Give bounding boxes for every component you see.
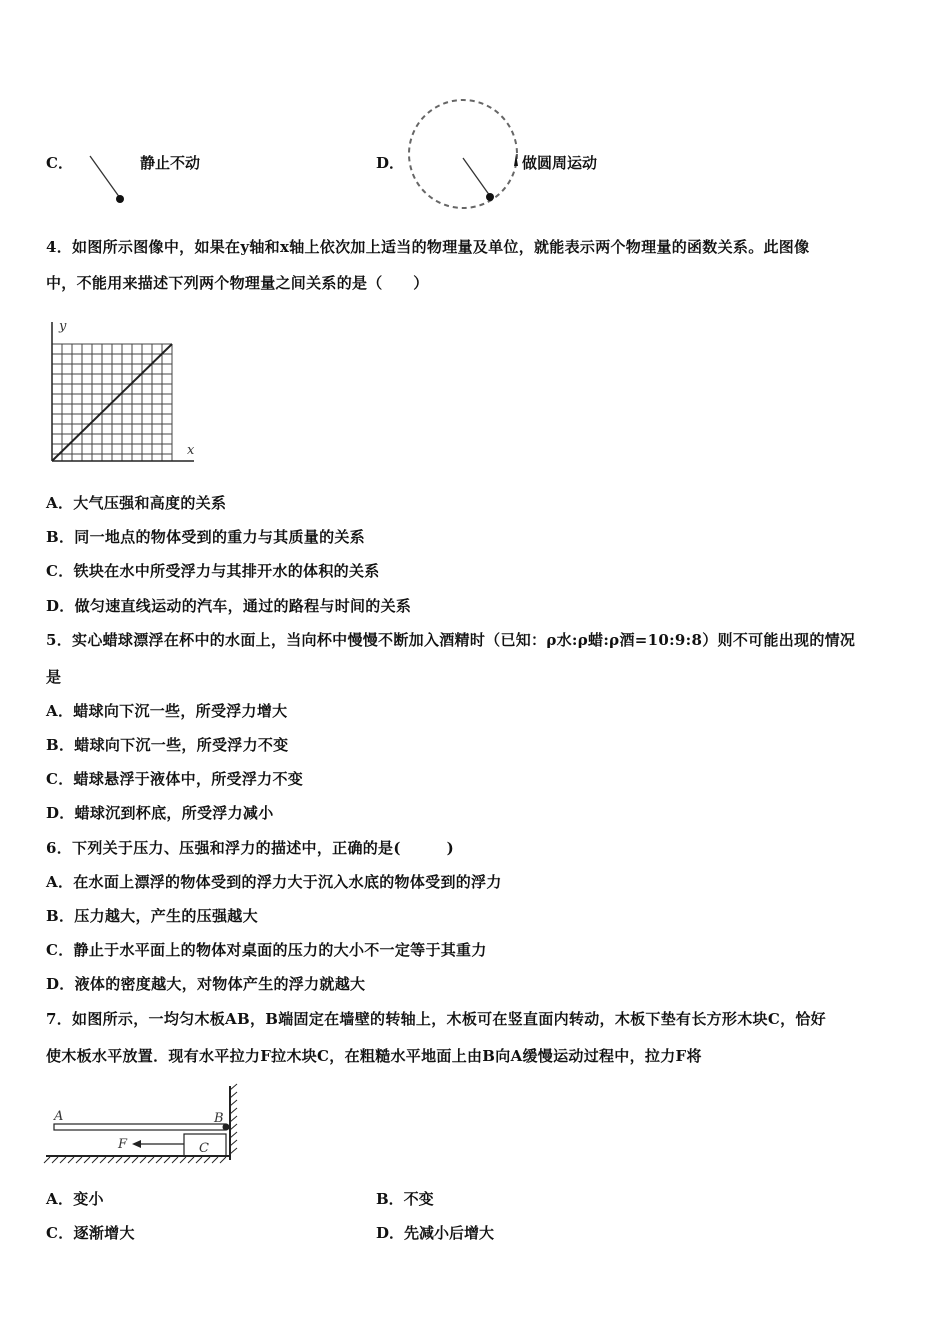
y-axis-label: y: [59, 319, 67, 334]
q6-stem: 6．下列关于压力、压强和浮力的描述中，正确的是( ): [46, 839, 455, 857]
q4-stem-line1: 4．如图所示图像中，如果在y轴和x轴上依次加上适当的物理量及单位，就能表示两个物理量的函数关系。此图像: [46, 238, 810, 256]
label-a: A: [54, 1109, 64, 1124]
q4-option-a: A．大气压强和高度的关系: [46, 494, 227, 512]
q7-stem-line1: 7．如图所示，一均匀木板AB，B端固定在墙壁的转轴上，木板可在竖直面内转动，木板下垫有长方形木块C，恰好: [46, 1010, 826, 1028]
q5-option-a: A．蜡球向下沉一些，所受浮力增大: [46, 702, 288, 720]
q7-option-a: A．变小: [46, 1190, 104, 1208]
q6-option-b: B．压力越大，产生的压强越大: [46, 907, 258, 925]
linear-graph-figure: [44, 318, 204, 468]
x-axis-label: x: [187, 443, 195, 458]
board-ab: [54, 1124, 226, 1130]
pendulum-circular-figure: [400, 96, 530, 226]
q6-option-a: A．在水面上漂浮的物体受到的浮力大于沉入水底的物体受到的浮力: [46, 873, 502, 891]
q7-option-b: B．不变: [376, 1190, 434, 1208]
q7-stem-line2: 使木板水平放置．现有水平拉力F拉木块C，在粗糙水平地面上由B向A缓慢运动过程中，拉力F将: [46, 1047, 702, 1065]
q7-option-d: D．先减小后增大: [376, 1224, 495, 1242]
circular-path: [409, 100, 517, 208]
wall-hatch: [230, 1084, 237, 1154]
lever-board-figure: [44, 1082, 244, 1164]
q5-stem-line2: 是: [46, 668, 62, 686]
ground-hatch: [44, 1157, 226, 1163]
q5-option-d: D．蜡球沉到杯底，所受浮力减小: [46, 804, 274, 822]
q4-option-d: D．做匀速直线运动的汽车，通过的路程与时间的关系: [46, 597, 412, 615]
q7-option-c: C．逐渐增大: [46, 1224, 135, 1242]
q6-option-c: C．静止于水平面上的物体对桌面的压力的大小不一定等于其重力: [46, 941, 487, 959]
q4-stem-line2: 中，不能用来描述下列两个物理量之间关系的是（ ）: [46, 274, 429, 292]
q4-option-b: B．同一地点的物体受到的重力与其质量的关系: [46, 528, 365, 546]
q3-option-d-text: 做圆周运动: [522, 154, 598, 172]
force-arrowhead: [132, 1140, 141, 1148]
q3-option-d-label: D．: [376, 154, 405, 172]
pendulum-string: [90, 156, 120, 198]
q5-option-c: C．蜡球悬浮于液体中，所受浮力不变: [46, 770, 304, 788]
label-b: B: [214, 1111, 224, 1126]
pendulum-bob: [486, 193, 494, 201]
q5-stem-line1: 5．实心蜡球漂浮在杯中的水面上，当向杯中慢慢不断加入酒精时（已知：ρ水:ρ蜡:ρ酒=10:9:8）则不可能出现的情况: [46, 631, 856, 649]
q3-option-c-text: 静止不动: [140, 154, 201, 172]
pendulum-string: [463, 158, 490, 196]
q3-option-c-label: C．: [46, 154, 73, 172]
q4-option-c: C．铁块在水中所受浮力与其排开水的体积的关系: [46, 562, 380, 580]
q5-option-b: B．蜡球向下沉一些，所受浮力不变: [46, 736, 289, 754]
pendulum-bob: [116, 195, 124, 203]
label-f: F: [118, 1137, 128, 1152]
label-c: C: [199, 1141, 209, 1156]
pendulum-static-figure: [82, 150, 132, 220]
q6-option-d: D．液体的密度越大，对物体产生的浮力就越大: [46, 975, 366, 993]
